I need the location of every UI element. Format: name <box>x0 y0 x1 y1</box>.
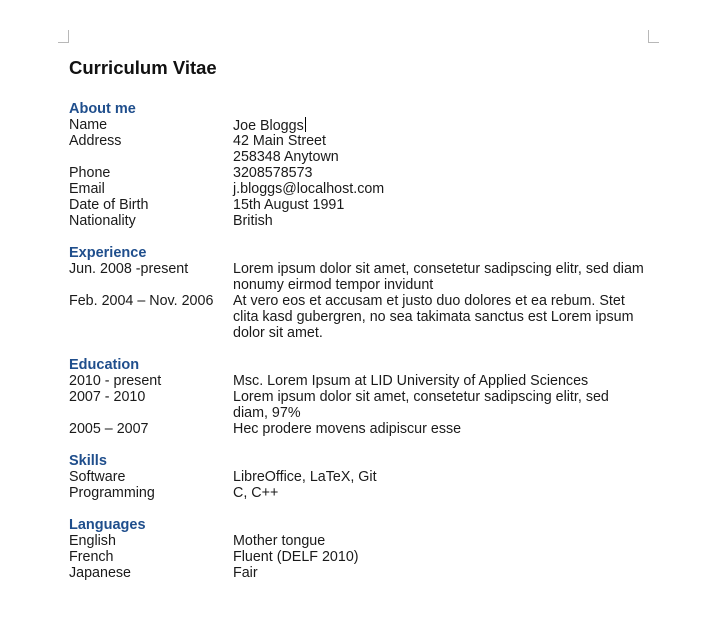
field-value: 258348 Anytown <box>233 149 339 165</box>
about-row-dob <box>69 197 659 213</box>
field-value: Joe Bloggs <box>233 118 304 134</box>
section-skills <box>69 453 659 501</box>
field-value: 3208578573 <box>233 165 313 181</box>
document-body[interactable] <box>69 57 659 597</box>
field-value: Mother tongue <box>233 533 326 549</box>
field-label: 2010 - present <box>69 373 162 389</box>
field-value: 42 Main Street <box>233 133 326 149</box>
section-heading-languages: Languages <box>69 517 146 533</box>
section-about <box>69 101 659 229</box>
field-label: Phone <box>69 165 111 181</box>
field-value: Msc. Lorem Ipsum at LID University of Applied Sciences <box>233 373 589 389</box>
section-experience <box>69 245 659 341</box>
field-label: Nationality <box>69 213 136 229</box>
field-value: Fluent (DELF 2010) <box>233 549 359 565</box>
section-languages <box>69 517 659 581</box>
education-row <box>69 421 659 437</box>
field-value: dolor sit amet. <box>233 325 323 341</box>
field-label: French <box>69 549 114 565</box>
languages-row <box>69 549 659 565</box>
about-row-phone <box>69 165 659 181</box>
field-value: British <box>233 213 273 229</box>
field-value: diam, 97% <box>233 405 301 421</box>
section-heading-skills: Skills <box>69 453 107 469</box>
field-label: English <box>69 533 116 549</box>
about-row-nationality <box>69 213 659 229</box>
section-heading-about: About me <box>69 101 136 117</box>
field-value: Hec prodere movens adipiscur esse <box>233 421 462 437</box>
page-corner-mark-top-left <box>58 30 69 43</box>
field-value: Lorem ipsum dolor sit amet, consetetur sadipscing elitr, sed <box>233 389 609 405</box>
section-heading-experience: Experience <box>69 245 147 261</box>
languages-row <box>69 533 659 549</box>
section-education <box>69 357 659 437</box>
about-row-email <box>69 181 659 197</box>
field-value: Fair <box>233 565 258 581</box>
about-row-address <box>69 133 659 165</box>
field-value: 15th August 1991 <box>233 197 345 213</box>
field-label: Japanese <box>69 565 132 581</box>
field-label: Address <box>69 133 122 149</box>
field-label: 2007 - 2010 <box>69 389 146 405</box>
field-label: Name <box>69 117 108 133</box>
skills-row <box>69 485 659 501</box>
experience-row <box>69 261 659 293</box>
field-value: LibreOffice, LaTeX, Git <box>233 469 377 485</box>
field-label: Email <box>69 181 105 197</box>
skills-row <box>69 469 659 485</box>
field-value: C, C++ <box>233 485 279 501</box>
field-label: 2005 – 2007 <box>69 421 149 437</box>
experience-row <box>69 293 659 341</box>
about-row-name <box>69 117 659 133</box>
field-value: clita kasd gubergren, no sea takimata sanctus est Lorem ipsum <box>233 309 634 325</box>
field-value: nonumy eirmod tempor invidunt <box>233 277 434 293</box>
education-row <box>69 389 659 421</box>
education-row <box>69 373 659 389</box>
languages-row <box>69 565 659 581</box>
field-label: Software <box>69 469 126 485</box>
page-corner-mark-top-right <box>648 30 659 43</box>
field-label: Date of Birth <box>69 197 149 213</box>
field-label: Feb. 2004 – Nov. 2006 <box>69 293 214 309</box>
field-label: Programming <box>69 485 155 501</box>
section-heading-education: Education <box>69 357 140 373</box>
page-title: Curriculum Vitae <box>69 57 217 78</box>
field-label: Jun. 2008 -present <box>69 261 189 277</box>
field-value: At vero eos et accusam et justo duo dolores et ea rebum. Stet <box>233 293 625 309</box>
field-value: Lorem ipsum dolor sit amet, consetetur sadipscing elitr, sed diam <box>233 261 644 277</box>
text-cursor <box>305 117 306 132</box>
field-value: j.bloggs@localhost.com <box>233 181 385 197</box>
